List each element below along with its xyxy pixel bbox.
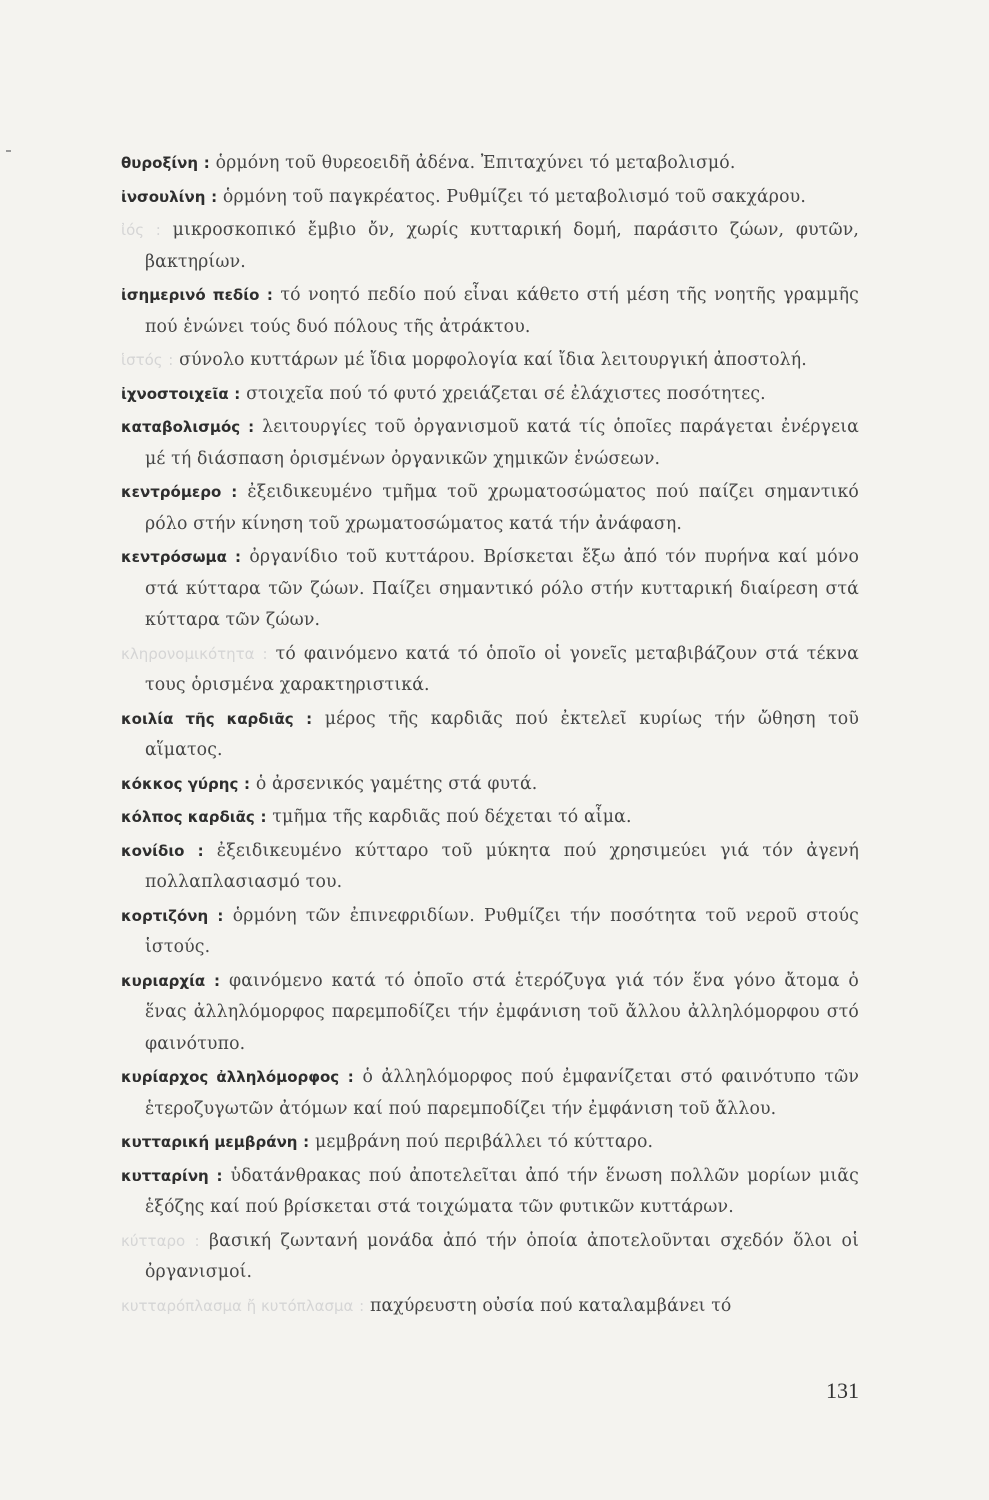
- glossary-term: κυτταρική μεμβράνη: [121, 1133, 298, 1151]
- glossary-entry: [121, 1161, 859, 1224]
- glossary-definition: ἐξειδικευμένο τμῆμα τοῦ χρωματοσώματος πού παίζει σημαντικό ρόλο στήν κίνηση τοῦ χρωματοσώματος κατά τήν ἀνάφαση.: [145, 482, 859, 534]
- glossary-definition: μεμβράνη πού περιβάλλει τό κύτταρο.: [314, 1132, 654, 1152]
- term-separator: :: [231, 483, 238, 501]
- glossary-definition: τό φαινόμενο κατά τό ὁποῖο οἱ γονεῖς μεταβιβάζουν στά τέκνα τους ὁρισμένα χαρακτηριστικά.: [145, 643, 859, 695]
- glossary-entry: [121, 1291, 859, 1323]
- glossary-entry: [121, 182, 859, 214]
- glossary-term: κύτταρο: [121, 1231, 186, 1250]
- glossary-definition: βασική ζωντανή μονάδα ἀπό τήν ὁποία ἀποτελοῦνται σχεδόν ὅλοι οἱ ὀργανισμοί.: [145, 1230, 859, 1282]
- glossary-term: κεντρόμερο: [121, 483, 222, 501]
- glossary-term: θυροξίνη: [121, 154, 199, 172]
- glossary-definition: ἐξειδικευμένο κύτταρο τοῦ μύκητα πού χρησιμεύει γιά τόν ἀγενή πολλαπλασιασμό του.: [145, 840, 859, 892]
- glossary-entry: [121, 1062, 859, 1125]
- glossary-entry: [121, 836, 859, 899]
- glossary-entry: [121, 802, 859, 834]
- glossary-term: κεντρόσωμα: [121, 548, 227, 566]
- glossary-entry: [121, 966, 859, 1061]
- glossary-term: κυρίαρχος ἀλληλόμορφος: [121, 1068, 340, 1086]
- glossary-term: κορτιζόνη: [121, 906, 209, 925]
- term-separator: :: [234, 384, 241, 403]
- glossary-term: κόλπος καρδιᾶς: [121, 808, 255, 826]
- term-separator: :: [211, 187, 218, 206]
- glossary-term: ἰσημερινό πεδίο: [121, 286, 260, 304]
- term-separator: :: [203, 154, 210, 172]
- glossary-definition: ὀργανίδιο τοῦ κυττάρου. Βρίσκεται ἔξω ἀπό τόν πυρήνα καί μόνο στά κύτταρα τῶν ζώων. Παίζει σημαντικό ρόλο στήν κυτταρική διαίρεση στά κύτταρα τῶν ζώων.: [145, 547, 859, 630]
- glossary-definition: ὁ ἀλληλόμορφος πού ἐμφανίζεται στό φαινότυπο τῶν ἑτεροζυγωτῶν ἀτόμων καί πού παρεμποδίζει τήν ἐμφάνιση τοῦ ἄλλου.: [145, 1067, 859, 1119]
- term-separator: :: [217, 906, 224, 925]
- glossary-definition: σύνολο κυττάρων μέ ἴδια μορφολογία καί ἴδια λειτουργική ἀποστολή.: [179, 350, 807, 370]
- glossary-definition: ὑδατάνθρακας πού ἀποτελεῖται ἀπό τήν ἕνωση πολλῶν μορίων μιᾶς ἑξόζης καί πού βρίσκεται στά τοιχώματα τῶν φυτικῶν κυττάρων.: [145, 1165, 859, 1217]
- glossary-definition: μέρος τῆς καρδιᾶς πού ἐκτελεῖ κυρίως τήν ὤθηση τοῦ αἵματος.: [145, 708, 859, 760]
- glossary-term: κυτταρόπλασμα ἤ κυτόπλασμα: [121, 1296, 354, 1315]
- glossary-entry: [121, 1127, 859, 1159]
- glossary-definition: τό νοητό πεδίο πού εἶναι κάθετο στή μέση τῆς νοητῆς γραμμῆς πού ἑνώνει τούς δυό πόλους τῆς ἀτράκτου.: [145, 285, 859, 337]
- glossary-term: κυριαρχία: [121, 971, 206, 990]
- glossary-list: [121, 148, 859, 1324]
- glossary-definition: μικροσκοπικό ἔμβιο ὄν, χωρίς κυτταρική δομή, παράσιτο ζώων, φυτῶν, βακτηρίων.: [145, 220, 859, 272]
- term-separator: :: [260, 808, 267, 826]
- term-separator: :: [235, 548, 242, 566]
- glossary-term: κληρονομικότητα: [121, 644, 255, 663]
- glossary-entry: [121, 148, 859, 180]
- glossary-entry: [121, 901, 859, 964]
- glossary-definition: ὁ ἀρσενικός γαμέτης στά φυτά.: [255, 773, 538, 794]
- glossary-entry: [121, 345, 859, 377]
- term-separator: :: [197, 841, 204, 860]
- glossary-definition: λειτουργίες τοῦ ὀργανισμοῦ κατά τίς ὁποῖες παράγεται ἐνέργεια μέ τή διάσπαση ὁρισμένων ὀργανικῶν χημικῶν ἑνώσεων.: [145, 417, 859, 469]
- glossary-entry: [121, 704, 859, 767]
- glossary-entry: [121, 1226, 859, 1289]
- glossary-term: κόκκος γύρης: [121, 774, 239, 793]
- term-separator: :: [194, 1231, 200, 1250]
- glossary-term: ἰός: [121, 221, 145, 239]
- page-number: 131: [826, 1378, 859, 1403]
- term-separator: :: [359, 1296, 365, 1315]
- term-separator: :: [347, 1068, 354, 1086]
- glossary-term: κοιλία τῆς καρδιᾶς: [121, 709, 294, 728]
- margin-mark: [6, 150, 11, 152]
- glossary-entry: [121, 769, 859, 801]
- term-separator: :: [216, 1166, 223, 1185]
- glossary-entry: [121, 379, 859, 411]
- glossary-definition: φαινόμενο κατά τό ὁποῖο στά ἑτερόζυγα γιά τόν ἕνα γόνο ἄτομα ὁ ἕνας ἀλληλόμορφος παρεμποδίζει τήν ἐμφάνιση τοῦ ἄλλου ἀλληλόμορφου στό φαινότυπο.: [145, 970, 859, 1054]
- glossary-entry: [121, 542, 859, 637]
- glossary-definition: ὁρμόνη τῶν ἐπινεφριδίων. Ρυθμίζει τήν ποσότητα τοῦ νεροῦ στούς ἱστούς.: [145, 905, 859, 957]
- term-separator: :: [248, 418, 255, 436]
- glossary-definition: ὁρμόνη τοῦ παγκρέατος. Ρυθμίζει τό μεταβολισμό τοῦ σακχάρου.: [222, 186, 806, 207]
- term-separator: :: [266, 286, 273, 304]
- glossary-definition: στοιχεῖα πού τό φυτό χρειάζεται σέ ἐλάχιστες ποσότητες.: [246, 383, 766, 404]
- glossary-term: καταβολισμός: [121, 418, 241, 436]
- glossary-term: κυτταρίνη: [121, 1166, 209, 1185]
- term-separator: :: [214, 971, 221, 990]
- glossary-term: ἰνσουλίνη: [121, 187, 206, 206]
- glossary-entry: [121, 639, 859, 702]
- glossary-entry: [121, 412, 859, 475]
- glossary-term: ἱστός: [121, 351, 163, 369]
- glossary-definition: παχύρευστη οὐσία πού καταλαμβάνει τό: [369, 1295, 732, 1316]
- term-separator: :: [155, 221, 161, 239]
- glossary-definition: ὁρμόνη τοῦ θυρεοειδῆ ἀδένα. Ἐπιταχύνει τό μεταβολισμό.: [215, 153, 736, 173]
- term-separator: :: [262, 644, 268, 663]
- glossary-definition: τμῆμα τῆς καρδιᾶς πού δέχεται τό αἷμα.: [272, 807, 632, 827]
- glossary-term: κονίδιο: [121, 841, 185, 860]
- glossary-entry: [121, 477, 859, 540]
- glossary-entry: [121, 215, 859, 278]
- term-separator: :: [306, 709, 313, 728]
- term-separator: :: [244, 774, 251, 793]
- term-separator: :: [303, 1133, 310, 1151]
- glossary-term: ἰχνοστοιχεῖα: [121, 384, 229, 403]
- glossary-entry: [121, 280, 859, 343]
- term-separator: :: [168, 351, 174, 369]
